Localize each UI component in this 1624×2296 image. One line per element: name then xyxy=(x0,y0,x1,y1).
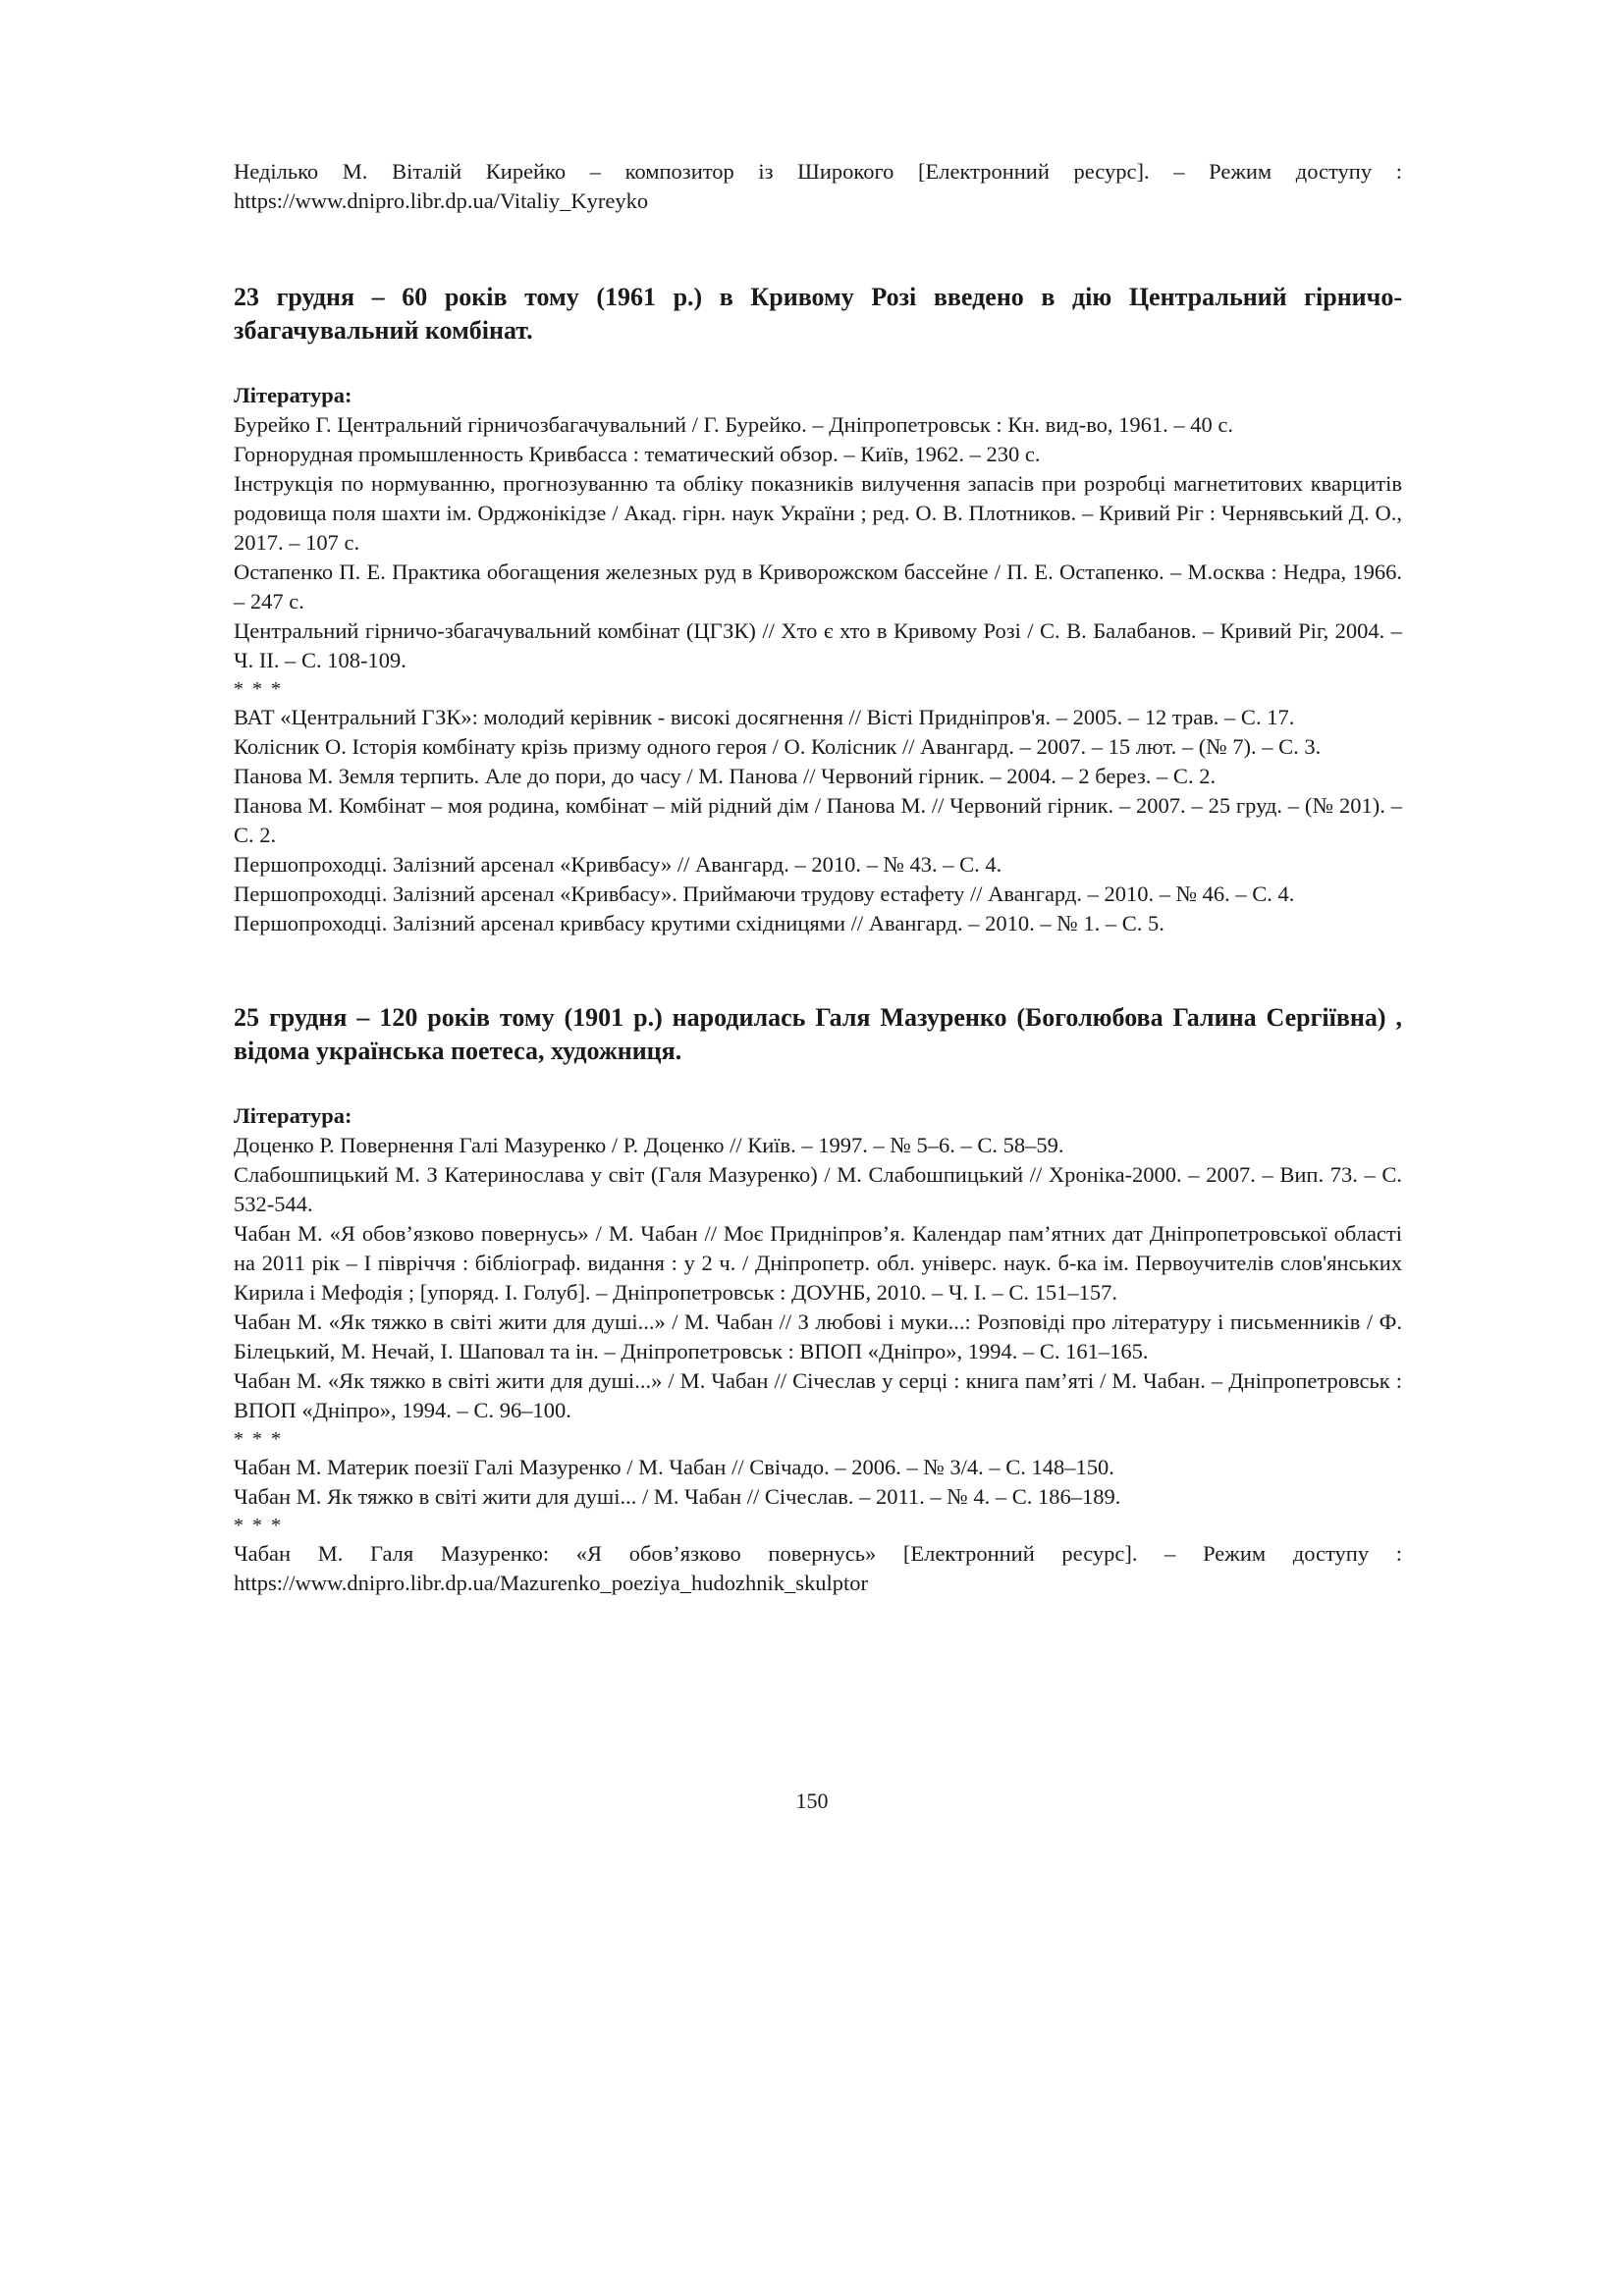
bibliography-entry: Першопроходці. Залізний арсенал «Кривбасу» // Авангард. – 2010. – № 43. – С. 4. xyxy=(234,852,1002,877)
bibliography-entry: Колісник О. Історія комбінату крізь призму одного героя / О. Колісник // Авангард. – 2007. – 15 лют. – (№ 7). – С. 3. xyxy=(234,734,1322,759)
page-number: 150 xyxy=(795,1789,829,1813)
spacer xyxy=(234,347,1402,381)
bibliography-entry: Чабан М. «Я обов’язково повернусь» / М. Чабан // Моє Придніпров’я. Календар пам’ятних дат Дніпропетровської області на 2011 рік – І півріччя : бібліограф. видання : у 2 ч. / Дніпропетр. обл. універс. наук. б-ка ім. Первоучителів слов'янських Кирила і Мефодія ; [упоряд. І. Голуб]. – Дніпропетровськ : ДОУНБ, 2010. – Ч. І. – С. 151–157. xyxy=(234,1221,1402,1305)
bibliography-entry: Остапенко П. Е. Практика обогащения железных руд в Криворожском бассейне / П. Е. Остапенко. – М.осква : Недра, 1966. – 247 с. xyxy=(234,560,1402,614)
bibliography-entry: Слабошпицький М. З Катеринослава у світ (Галя Мазуренко) / М. Слабошпицький // Хроніка-2000. – 2007. – Вип. 73. – С. 532-544. xyxy=(234,1162,1402,1216)
bibliography-entry: Чабан М. «Як тяжко в світі жити для душі...» / М. Чабан // Січеслав у серці : книга пам’яті / М. Чабан. – Дніпропетровськ : ВПОП «Дніпро», 1994. – С. 96–100. xyxy=(234,1368,1402,1422)
bibliography-entry: Неділько М. Віталій Кирейко – композитор із Широкого [Електронний ресурс]. – Режим доступу : https://www.dnipro.libr.dp.ua/Vitaliy_Kyreyko xyxy=(234,159,1402,213)
section-separator: * * * xyxy=(234,678,283,700)
bibliography-entry: Чабан М. Галя Мазуренко: «Я обов’язково повернусь» [Електронний ресурс]. – Режим доступу : https://www.dnipro.libr.dp.ua/Mazurenko_poeziya_hudozhnik_skulptor xyxy=(234,1541,1402,1595)
event-heading: 23 грудня – 60 років тому (1961 р.) в Кривому Розі введено в дію Центральний гірничо-збагачувальний комбінат. xyxy=(234,283,1402,345)
bibliography-entry: Чабан М. Материк поезії Галі Мазуренко / М. Чабан // Свічадо. – 2006. – № 3/4. – С. 148–150. xyxy=(234,1455,1114,1479)
section-separator: * * * xyxy=(234,1515,283,1536)
bibliography-entry: Чабан М. Як тяжко в світі жити для душі... / М. Чабан // Січеслав. – 2011. – № 4. – С. 186–189. xyxy=(234,1484,1121,1509)
event-section-2 xyxy=(234,1001,1402,1598)
event-heading: 25 грудня – 120 років тому (1901 р.) народилась Галя Мазуренко (Боголюбова Галина Сергіївна) , відома українська поетеса, художниця. xyxy=(234,1003,1402,1065)
bibliography-entry: Інструкція по нормуванню, прогнозуванню та обліку показників вилучення запасів при розробці магнетитових кварцитів родовища поля шахти ім. Орджонікідзе / Акад. гірн. наук України ; ред. О. В. Плотников. – Кривий Ріг : Чернявський Д. О., 2017. – 107 с. xyxy=(234,471,1402,555)
bibliography-entry: Першопроходці. Залізний арсенал «Кривбасу». Приймаючи трудову естафету // Авангард. – 2010. – № 46. – С. 4. xyxy=(234,881,1295,906)
bibliography-entry: Центральний гірничо-збагачувальний комбінат (ЦГЗК) // Хто є хто в Кривому Розі / С. В. Балабанов. – Кривий Ріг, 2004. – Ч. ІІ. – С. 108-109. xyxy=(234,618,1402,672)
bibliography-entry: Чабан М. «Як тяжко в світі жити для душі...» / М. Чабан // З любові і муки...: Розповіді про літературу і письменників / Ф. Білецький, М. Нечай, І. Шаповал та ін. – Дніпропетровськ : ВПОП «Дніпро», 1994. – С. 161–165. xyxy=(234,1309,1402,1363)
spacer xyxy=(234,938,1402,1001)
spacer xyxy=(234,1068,1402,1101)
bibliography-entry: Панова М. Земля терпить. Але до пори, до часу / М. Панова // Червоний гірник. – 2004. – 2 берез. – С. 2. xyxy=(234,764,1217,788)
bibliography-entry: Панова М. Комбінат – моя родина, комбінат – мій рідний дім / Панова М. // Червоний гірник. – 2007. – 25 груд. – (№ 201). – С. 2. xyxy=(234,793,1402,847)
document-page xyxy=(234,157,1402,1598)
section-separator: * * * xyxy=(234,1428,283,1450)
literature-label: Література: xyxy=(234,1103,352,1128)
literature-label: Література: xyxy=(234,383,352,407)
spacer xyxy=(234,216,1402,281)
bibliography-entry: Першопроходці. Залізний арсенал кривбасу крутими східницями // Авангард. – 2010. – № 1. – С. 5. xyxy=(234,911,1164,935)
bibliography-entry: Доценко Р. Повернення Галі Мазуренко / Р. Доценко // Київ. – 1997. – № 5–6. – С. 58–59. xyxy=(234,1133,1064,1157)
bibliography-entry: Бурейко Г. Центральний гірничозбагачувальний / Г. Бурейко. – Дніпропетровськ : Кн. вид-во, 1961. – 40 с. xyxy=(234,412,1234,437)
bibliography-entry: Горнорудная промышленность Кривбасса : тематический обзор. – Київ, 1962. – 230 с. xyxy=(234,442,1041,466)
bibliography-entry: ВАТ «Центральний ГЗК»: молодий керівник - високі досягнення // Вісті Придніпров'я. – 2005. – 12 трав. – С. 17. xyxy=(234,705,1295,729)
event-section-1 xyxy=(234,281,1402,938)
intro-block xyxy=(234,157,1402,216)
